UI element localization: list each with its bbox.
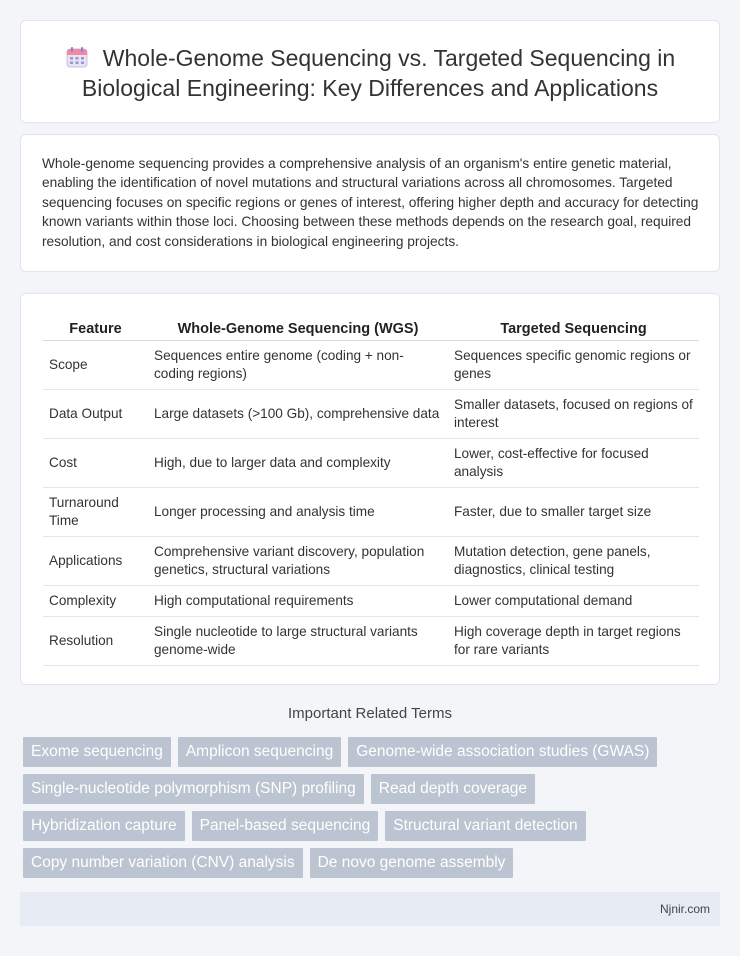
targeted-cell: High coverage depth in target regions for rare variants [448,616,699,665]
related-term-tag[interactable]: Panel-based sequencing [192,811,379,841]
targeted-cell: Lower computational demand [448,585,699,616]
wgs-cell: Single nucleotide to large structural variants genome-wide [148,616,448,665]
table-row [43,585,699,616]
wgs-cell: High computational requirements [148,585,448,616]
table-row [43,536,699,585]
wgs-cell: Large datasets (>100 Gb), comprehensive data [148,389,448,438]
feature-cell: Cost [43,438,148,487]
column-header: Targeted Sequencing [448,314,699,340]
page-title [51,43,689,103]
targeted-cell: Faster, due to smaller target size [448,487,699,536]
table-row [43,487,699,536]
related-term-tag[interactable]: Exome sequencing [23,737,171,767]
column-header: Feature [43,314,148,340]
footer-site-link[interactable]: Njnir.com [659,902,710,916]
targeted-cell: Smaller datasets, focused on regions of interest [448,389,699,438]
table-row [43,616,699,665]
comparison-card [20,293,720,685]
table-row [43,389,699,438]
targeted-cell: Mutation detection, gene panels, diagnostics, clinical testing [448,536,699,585]
related-term-tag[interactable]: Structural variant detection [385,811,585,841]
title-card [20,20,720,123]
targeted-cell: Lower, cost-effective for focused analysis [448,438,699,487]
table-header-row [43,314,699,340]
comparison-table [43,314,699,666]
related-term-tag[interactable]: Read depth coverage [371,774,535,804]
page-title-text: Whole-Genome Sequencing vs. Targeted Sequencing in Biological Engineering: Key Differences and Applications [81,45,676,101]
intro-paragraph: Whole-genome sequencing provides a comprehensive analysis of an organism's entire genetic material, enabling the identification of novel mutations and structural variations across all chromosomes. Targeted sequencing focuses on specific regions or genes of interest, offering higher depth and accuracy for detecting known variants within those loci. Choosing between these methods depends on the research goal, required resolution, and cost considerations in biological engineering projects. [42,156,699,249]
footer [20,892,720,926]
related-term-tag[interactable]: Genome-wide association studies (GWAS) [348,737,657,767]
table-row [43,340,699,389]
wgs-cell: High, due to larger data and complexity [148,438,448,487]
wgs-cell: Comprehensive variant discovery, population genetics, structural variations [148,536,448,585]
feature-cell: Resolution [43,616,148,665]
intro-card [20,134,720,272]
related-term-tag[interactable]: Single-nucleotide polymorphism (SNP) profiling [23,774,364,804]
wgs-cell: Sequences entire genome (coding + non-coding regions) [148,340,448,389]
targeted-cell: Sequences specific genomic regions or genes [448,340,699,389]
related-terms-heading: Important Related Terms [288,705,452,722]
column-header: Whole-Genome Sequencing (WGS) [148,314,448,340]
feature-cell: Data Output [43,389,148,438]
wgs-cell: Longer processing and analysis time [148,487,448,536]
table-row [43,438,699,487]
related-term-tag[interactable]: De novo genome assembly [310,848,514,878]
related-term-tag[interactable]: Hybridization capture [23,811,185,841]
feature-cell: Applications [43,536,148,585]
feature-cell: Turnaround Time [43,487,148,536]
related-term-tag[interactable]: Amplicon sequencing [178,737,341,767]
feature-cell: Complexity [43,585,148,616]
feature-cell: Scope [43,340,148,389]
related-term-tag[interactable]: Copy number variation (CNV) analysis [23,848,303,878]
calendar-icon [65,45,89,69]
related-terms-list [23,737,713,885]
